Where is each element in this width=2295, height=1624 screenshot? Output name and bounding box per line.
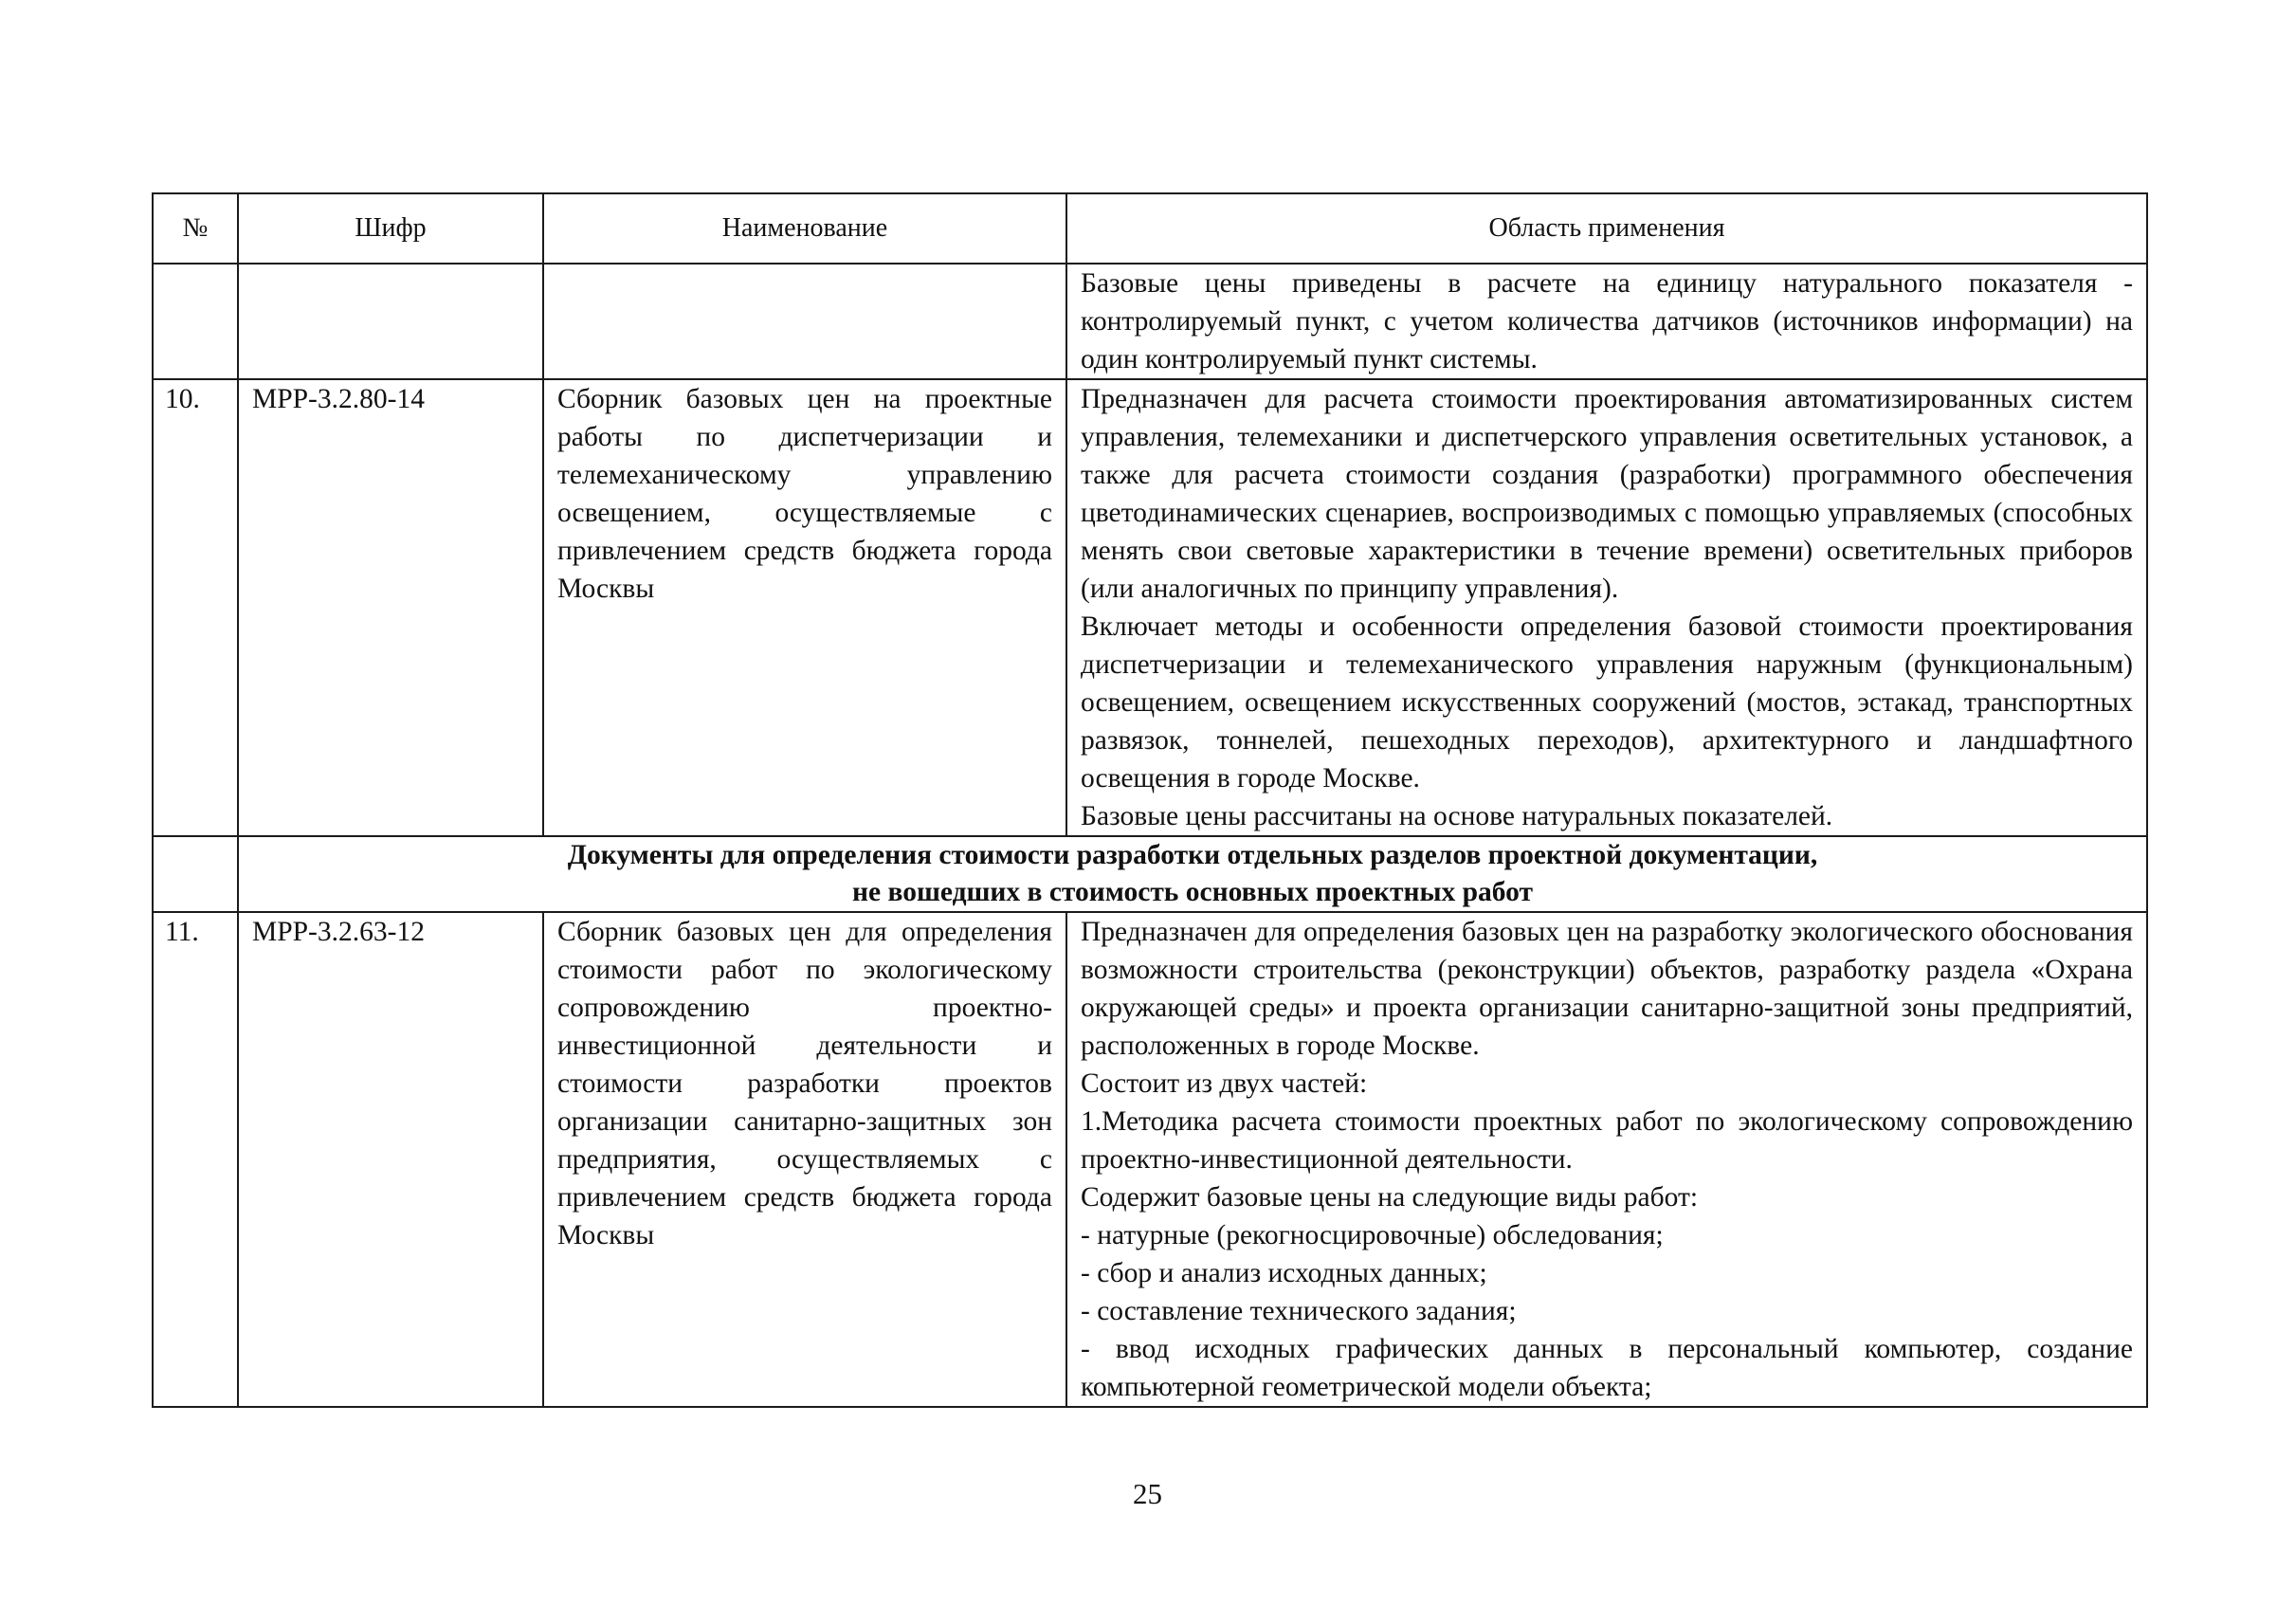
row11-scope-paragraph-3: 1.Методика расчета стоимости проектных работ по экологическому сопровождению проектно-инвестиционной деятельности. (1081, 1106, 2133, 1175)
header-name: Наименование (543, 193, 1066, 264)
cell-number-empty (153, 264, 238, 379)
row11-name: Сборник базовых цен для определения стоимости работ по экологическому сопровождению проектно-инвестиционной деятельности и стоимости разработки проектов организации санитарно-защитных зон предприятия, осуществляемых с привлечением средств бюджета города Москвы (543, 912, 1066, 1407)
section-header-row (153, 836, 2147, 912)
row10-number: 10. (153, 379, 238, 836)
scope-continuation-text: Базовые цены приведены в расчете на единицу натурального показателя - контролируемый пункт, с учетом количества датчиков (источников информации) на один контролируемый пункт системы. (1081, 268, 2133, 374)
row11-scope-paragraph-1: Предназначен для определения базовых цен на разработку экологического обоснования возможности строительства (реконструкции) объектов, разработку раздела «Охрана окружающей среды» и проекта организации санитарно-защитной зоны предприятий, расположенных в городе Москве. (1081, 917, 2133, 1061)
row11-scope-list-item-2: - сбор и анализ исходных данных; (1081, 1258, 1487, 1288)
row11-scope-list-item-4: - ввод исходных графических данных в персональный компьютер, создание компьютерной геометрической модели объекта; (1081, 1334, 2133, 1402)
row10-scope-paragraph-3: Базовые цены рассчитаны на основе натуральных показателей. (1081, 801, 1833, 831)
row11-scope-list-item-3: - составление технического задания; (1081, 1296, 1517, 1326)
table-header-row (153, 193, 2147, 264)
cell-scope-continuation (1066, 264, 2147, 379)
row10-scope-paragraph-2: Включает методы и особенности определения базовой стоимости проектирования диспетчеризации и телемеханического управления наружным (функциональным) освещением, освещением искусственных сооружений (мостов, эстакад, транспортных развязок, тоннелей, пешеходных переходов), архитектурного и ландшафтного освещения в городе Москве. (1081, 611, 2133, 794)
header-scope: Область применения (1066, 193, 2147, 264)
row11-number: 11. (153, 912, 238, 1407)
cell-name-empty (543, 264, 1066, 379)
row11-code: МРР-3.2.63-12 (238, 912, 543, 1407)
section-number-empty (153, 836, 238, 912)
row11-scope (1066, 912, 2147, 1407)
page-number: 25 (1133, 1477, 1162, 1510)
section-title-line-2: не вошедших в стоимость основных проектных работ (852, 877, 1533, 907)
row11-scope-paragraph-2: Состоит из двух частей: (1081, 1068, 1368, 1099)
table-row-11 (153, 912, 2147, 1407)
row11-scope-paragraph-4: Содержит базовые цены на следующие виды работ: (1081, 1182, 1699, 1213)
table-row-continuation (153, 264, 2147, 379)
row11-scope-list-item-1: - натурные (рекогносцировочные) обследования; (1081, 1220, 1664, 1250)
document-table (152, 192, 2148, 1408)
section-title (238, 836, 2147, 912)
row10-scope (1066, 379, 2147, 836)
row10-code: МРР-3.2.80-14 (238, 379, 543, 836)
table-row-10 (153, 379, 2147, 836)
row10-name: Сборник базовых цен на проектные работы по диспетчеризации и телемеханическому управлению освещением, осуществляемые с привлечением средств бюджета города Москвы (543, 379, 1066, 836)
cell-code-empty (238, 264, 543, 379)
section-title-line-1: Документы для определения стоимости разработки отдельных разделов проектной документации, (567, 840, 1818, 870)
row10-scope-paragraph-1: Предназначен для расчета стоимости проектирования автоматизированных систем управления, телемеханики и диспетчерского управления осветительных установок, а также для расчета стоимости создания (разработки) программного обеспечения цветодинамических сценариев, воспроизводимых с помощью управляемых (способных менять свои световые характеристики в течение времени) осветительных приборов (или аналогичных по принципу управления). (1081, 384, 2133, 604)
header-code: Шифр (238, 193, 543, 264)
header-number: № (153, 193, 238, 264)
